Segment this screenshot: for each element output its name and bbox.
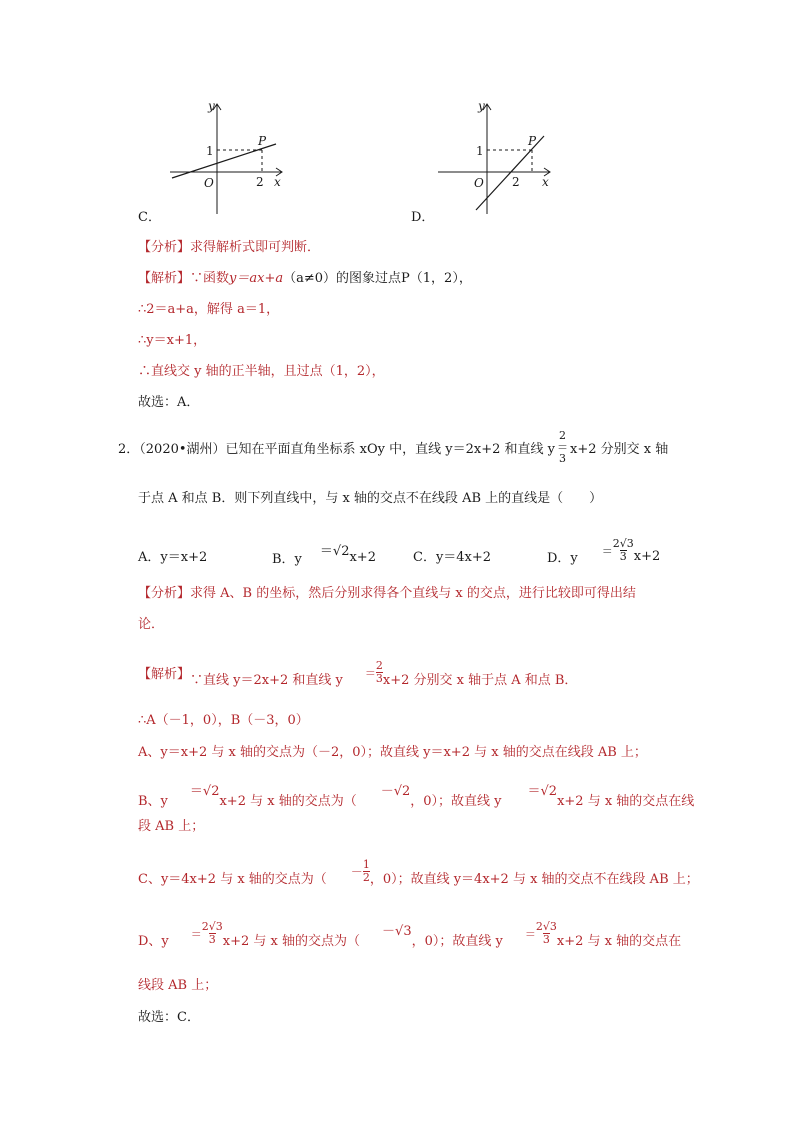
q2-option-c: C．y＝4x+2 (413, 550, 492, 565)
text-segment: x+2 与 x 轴的交点在 (556, 934, 682, 949)
graph-option-d (430, 98, 560, 218)
tick-label-1: 1 (206, 144, 214, 158)
denominator: 3 (375, 672, 383, 685)
q2-solution-line1 (138, 657, 577, 688)
tick-label-1: 1 (476, 144, 484, 158)
q2-stem-line1 (118, 430, 668, 465)
q2-option-b (272, 540, 376, 567)
q2-solution-line3: A、y＝x+2 与 x 轴的交点为（－2，0）；故直线 y＝x+2 与 x 轴的交点在线段 AB 上； (138, 745, 647, 760)
analysis-tag: 【分析】 (138, 586, 191, 601)
q2-option-a: A．y＝x+2 (138, 550, 208, 565)
formula: y＝ax+a (229, 271, 284, 286)
q1-solution-line3: ∴y＝x+1， (138, 333, 207, 348)
q2-solution-line4 (138, 778, 694, 809)
analysis-tag: 【分析】 (138, 240, 191, 255)
q2-solution-line8: 线段 AB 上； (138, 978, 218, 993)
equals: ＝ (190, 927, 202, 941)
fraction (202, 921, 223, 945)
numerator: 2 (558, 429, 566, 442)
text-segment: x+2 与 x 轴的交点为（ (219, 794, 357, 809)
text-segment: x+2 与 x 轴的交点为（ (222, 934, 361, 949)
q2-solution-line5: 段 AB 上； (138, 819, 205, 834)
text-segment: ，0）；故直线 y (410, 794, 502, 809)
origin-label: O (204, 176, 214, 190)
fraction (557, 430, 568, 465)
tick-label-2: 2 (256, 175, 264, 189)
numerator: 2√3 (535, 920, 557, 934)
q2-stem-line2: 于点 A 和点 B．则下列直线中，与 x 轴的交点不在线段 AB 上的直线是（ ） (138, 491, 603, 506)
origin-label: O (474, 176, 484, 190)
minus: － (350, 865, 363, 879)
tick-label-2: 2 (512, 175, 520, 189)
q1-solution-line2: ∴2＝a+a，解得 a＝1， (138, 302, 280, 317)
q2-option-d (547, 535, 660, 566)
equals: ＝ (556, 440, 568, 454)
value: －√2 (380, 784, 411, 799)
fraction (376, 660, 383, 684)
q2-solution-line7 (138, 918, 681, 949)
fraction (613, 538, 634, 562)
value: －√3 (382, 924, 412, 939)
analysis-text: 求得解析式即可判断． (190, 240, 321, 255)
text-segment: ∵直线 y＝2x+2 和直线 y (190, 673, 343, 688)
text-segment: 2．（2020•湖州）已知在平面直角坐标系 xOy 中，直线 y＝2x+2 和直线 y (118, 441, 555, 457)
q1-answer: 故选：A． (138, 395, 200, 410)
y-label: y (208, 99, 215, 113)
y-label: y (478, 99, 485, 113)
solution-tag: 【解析】 (138, 271, 191, 286)
analysis-text: 求得 A、B 的坐标，然后分别求得各个直线与 x 的交点，进行比较即可得出结 (190, 586, 636, 601)
text-segment: D、y (138, 934, 169, 949)
q1-analysis (138, 236, 320, 255)
text-segment: x+2 (633, 549, 661, 564)
radical: ＝√2 (189, 784, 220, 799)
q2-answer: 故选：C． (138, 1010, 200, 1025)
text-segment: x+2 与 x 轴的交点在线 (557, 794, 695, 809)
text-segment: ，0）；故直线 y＝4x+2 与 x 轴的交点不在线段 AB 上； (369, 872, 699, 887)
x-label: x (542, 175, 549, 189)
q2-solution-line6 (138, 856, 699, 887)
text-segment: x+2 分别交 x 轴 (569, 441, 669, 457)
graph-line (172, 144, 276, 178)
q1-solution-line1 (138, 267, 472, 286)
point-label-p: P (258, 134, 267, 148)
point-label-p: P (528, 134, 537, 148)
text-segment: B．y (272, 552, 302, 567)
denominator: 3 (208, 933, 216, 946)
numerator: 2√3 (612, 537, 634, 551)
numerator: 2 (375, 659, 383, 673)
option-c-label: C． (138, 210, 161, 225)
x-label: x (274, 175, 281, 189)
denominator: 3 (542, 933, 550, 946)
text-segment: B、y (138, 794, 168, 809)
radical: ＝√2 (527, 784, 558, 799)
equals: ＝ (601, 544, 613, 558)
q2-solution-line2: ∴A（－1，0），B（－3，0） (138, 713, 309, 728)
q2-analysis-line2: 论． (138, 617, 165, 632)
equals: ＝ (524, 927, 536, 941)
equals: ＝ (364, 666, 376, 680)
text-segment: x+2 (349, 550, 376, 565)
denominator: 3 (558, 452, 566, 466)
text-segment: C、y＝4x+2 与 x 轴的交点为（ (138, 872, 327, 887)
radical: ＝√2 (319, 544, 350, 559)
denominator: 2 (362, 871, 370, 884)
q1-solution-line4: ∴直线交 y 轴的正半轴，且过点（1，2）， (138, 364, 385, 379)
text-segment: x+2 分别交 x 轴于点 A 和点 B． (382, 673, 578, 688)
text-segment: ∵函数 (190, 271, 230, 286)
option-d-label: D． (411, 210, 435, 225)
graph-option-c (160, 98, 290, 218)
fraction (363, 859, 370, 883)
numerator: 2√3 (201, 920, 223, 934)
q2-analysis-line1 (138, 582, 636, 601)
text-segment: （a≠0）的图象过点 (283, 271, 402, 286)
text-segment: D．y (547, 551, 578, 566)
fraction (536, 921, 557, 945)
numerator: 1 (362, 858, 370, 872)
solution-tag: 【解析】 (138, 667, 191, 682)
denominator: 3 (619, 550, 627, 563)
text-segment: P（1，2）， (401, 271, 472, 286)
text-segment: ，0）；故直线 y (411, 934, 503, 949)
